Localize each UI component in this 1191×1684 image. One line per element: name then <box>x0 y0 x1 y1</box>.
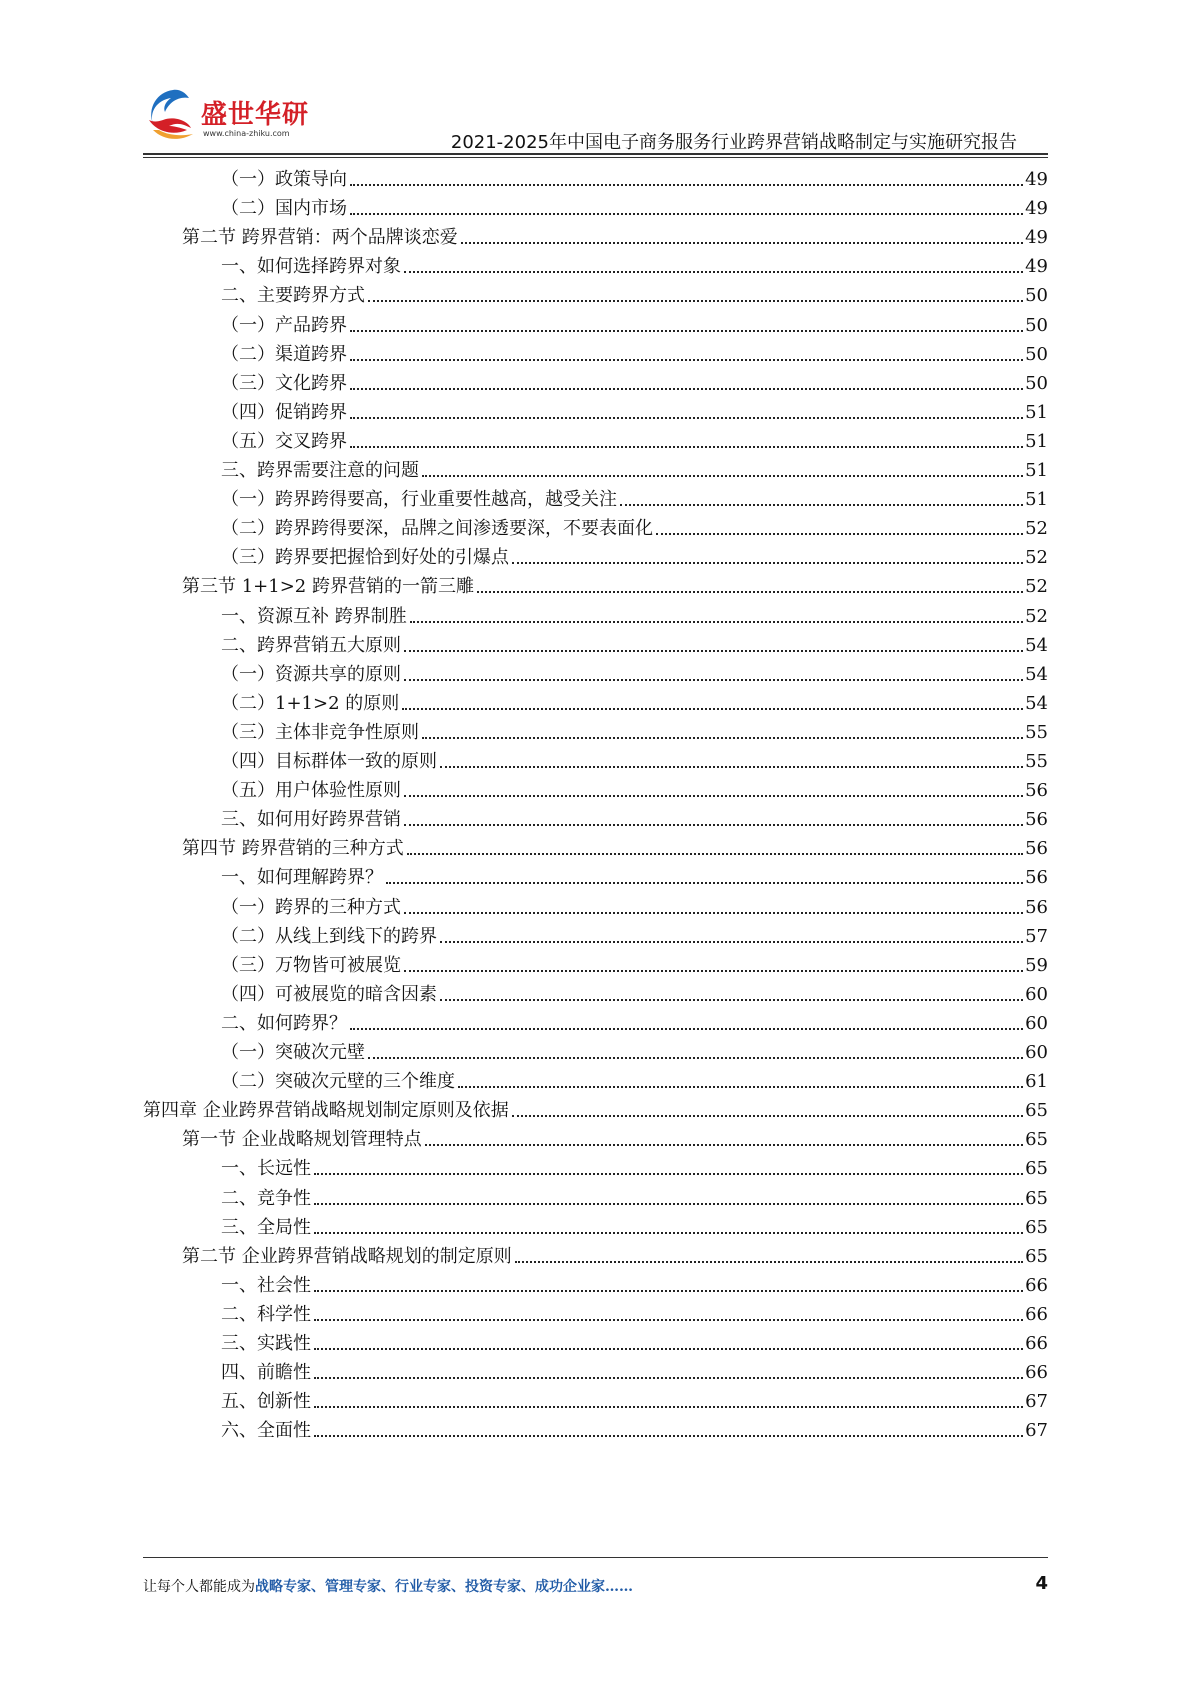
toc-entry[interactable] <box>221 423 1048 453</box>
toc-leader-dots <box>314 1348 1023 1350</box>
footer-slogan <box>143 1576 633 1596</box>
toc-entry-page: 50 <box>1025 285 1048 307</box>
toc-entry-label: （二）突破次元壁的三个维度 <box>221 1071 455 1093</box>
toc-entry-page: 52 <box>1025 547 1048 569</box>
toc-entry[interactable] <box>221 1354 1048 1384</box>
toc-entry[interactable] <box>221 714 1048 744</box>
toc-leader-dots <box>404 970 1023 972</box>
toc-entry[interactable] <box>221 394 1048 424</box>
toc-leader-dots <box>461 242 1023 244</box>
toc-leader-dots <box>404 271 1023 273</box>
toc-leader-dots <box>410 621 1023 623</box>
toc-entry-label: （一）产品跨界 <box>221 314 347 336</box>
toc-entry-label: 第四节 跨界营销的三种方式 <box>182 838 404 860</box>
toc-entry-label: 一、如何选择跨界对象 <box>221 256 401 278</box>
toc-leader-dots <box>440 766 1023 768</box>
toc-entry[interactable] <box>221 627 1048 657</box>
toc-entry-page: 50 <box>1025 372 1048 394</box>
toc-entry-label: 三、实践性 <box>221 1333 311 1354</box>
toc-leader-dots <box>407 853 1023 855</box>
toc-entry-label: 三、跨界需要注意的问题 <box>221 460 419 481</box>
toc-leader-dots <box>350 330 1023 332</box>
toc-entry[interactable] <box>221 190 1048 220</box>
toc-entry-label: （三）主体非竞争性原则 <box>221 721 419 743</box>
toc-entry[interactable] <box>221 889 1048 919</box>
toc-leader-dots <box>404 650 1023 652</box>
toc-entry-page: 60 <box>1025 983 1048 1005</box>
toc-entry[interactable] <box>221 1063 1048 1093</box>
toc-entry-page: 61 <box>1025 1071 1048 1093</box>
toc-entry[interactable] <box>221 1180 1048 1210</box>
toc-entry-page: 60 <box>1025 1042 1048 1063</box>
toc-entry-page: 51 <box>1025 489 1048 511</box>
toc-entry-page: 55 <box>1025 751 1048 772</box>
toc-entry-label: （一）跨界跨得要高，行业重要性越高，越受关注 <box>221 489 617 511</box>
toc-entry-label: （四）目标群体一致的原则 <box>221 751 437 772</box>
toc-entry-page: 49 <box>1025 169 1048 190</box>
toc-entry[interactable] <box>221 248 1048 278</box>
toc-leader-dots <box>314 1290 1023 1292</box>
toc-entry-page: 51 <box>1025 401 1048 423</box>
toc-entry-label: 二、跨界营销五大原则 <box>221 634 401 656</box>
toc-entry-label: （一）政策导向 <box>221 169 347 190</box>
toc-leader-dots <box>350 388 1023 390</box>
toc-entry[interactable] <box>221 336 1048 366</box>
toc-leader-dots <box>350 359 1023 361</box>
toc-entry-label: （五）交叉跨界 <box>221 430 347 452</box>
toc-entry[interactable] <box>221 772 1048 802</box>
header-divider-thin <box>143 157 1048 158</box>
toc-entry-page: 54 <box>1025 663 1048 685</box>
toc-entry-page: 49 <box>1025 198 1048 220</box>
toc-entry-label: （二）从线上到线下的跨界 <box>221 925 437 947</box>
toc-entry-label: 一、资源互补 跨界制胜 <box>221 605 407 627</box>
toc-entry[interactable] <box>182 830 1048 860</box>
toc-leader-dots <box>512 562 1023 564</box>
logo-title: 盛世华研 <box>201 100 310 130</box>
toc-leader-dots <box>350 446 1023 448</box>
toc-entry-page: 59 <box>1025 954 1048 976</box>
toc-leader-dots <box>477 591 1023 593</box>
toc-entry-label: （一）跨界的三种方式 <box>221 896 401 918</box>
toc-entry[interactable] <box>221 801 1048 831</box>
toc-entry[interactable] <box>221 277 1048 307</box>
toc-leader-dots <box>440 941 1023 943</box>
toc-entry[interactable] <box>221 452 1048 482</box>
toc-entry-label: 一、社会性 <box>221 1274 311 1296</box>
toc-entry[interactable] <box>221 598 1048 628</box>
toc-entry-page: 51 <box>1025 460 1048 481</box>
toc-entry[interactable] <box>221 510 1048 540</box>
footer-slogan-prefix: 让每个人都能成为 <box>143 1579 255 1595</box>
toc-entry-label: 一、长远性 <box>221 1158 311 1180</box>
toc-entry-page: 52 <box>1025 605 1048 627</box>
toc-entry-page: 65 <box>1025 1158 1048 1180</box>
toc-entry[interactable] <box>221 1325 1048 1355</box>
toc-leader-dots <box>422 475 1023 477</box>
toc-entry-page: 56 <box>1025 896 1048 918</box>
toc-entry-label: 三、如何用好跨界营销 <box>221 809 401 831</box>
toc-entry[interactable] <box>221 1383 1048 1413</box>
toc-entry[interactable] <box>221 161 1048 191</box>
toc-entry[interactable] <box>221 539 1048 569</box>
toc-entry-label: （三）文化跨界 <box>221 372 347 394</box>
toc-entry-label: 第四章 企业跨界营销战略规划制定原则及依据 <box>143 1100 509 1122</box>
toc-entry-label: （三）跨界要把握恰到好处的引爆点 <box>221 547 509 569</box>
toc-entry-page: 51 <box>1025 430 1048 452</box>
toc-leader-dots <box>422 737 1023 739</box>
toc-leader-dots <box>458 1086 1023 1088</box>
toc-entry-page: 66 <box>1025 1303 1048 1325</box>
toc-entry-label: （四）促销跨界 <box>221 401 347 423</box>
toc-entry[interactable] <box>182 1238 1048 1268</box>
toc-entry[interactable] <box>182 1121 1048 1151</box>
header-divider <box>143 153 1048 155</box>
toc-leader-dots <box>512 1115 1023 1117</box>
toc-entry-page: 67 <box>1025 1391 1048 1413</box>
toc-entry[interactable] <box>221 307 1048 337</box>
toc-entry-page: 65 <box>1025 1187 1048 1209</box>
toc-entry[interactable] <box>221 1150 1048 1180</box>
toc-entry-label: 第一节 企业战略规划管理特点 <box>182 1129 422 1151</box>
toc-leader-dots <box>314 1406 1023 1408</box>
toc-entry[interactable] <box>182 219 1048 249</box>
toc-entry-label: 三、全局性 <box>221 1216 311 1238</box>
toc-entry-label: （二）跨界跨得要深，品牌之间渗透要深，不要表面化 <box>221 518 653 540</box>
toc-leader-dots <box>314 1173 1023 1175</box>
toc-entry[interactable] <box>221 1209 1048 1239</box>
toc-entry[interactable] <box>221 976 1048 1006</box>
toc-leader-dots <box>350 213 1023 215</box>
toc-leader-dots <box>620 504 1023 506</box>
logo-emblem-icon <box>143 84 207 148</box>
toc-leader-dots <box>386 882 1023 884</box>
toc-entry-label: 六、全面性 <box>221 1420 311 1442</box>
toc-leader-dots <box>404 795 1023 797</box>
toc-entry[interactable] <box>221 1296 1048 1326</box>
toc-entry-page: 54 <box>1025 692 1048 714</box>
toc-entry[interactable] <box>143 1092 1048 1122</box>
logo-url: www.china-zhiku.com <box>203 129 290 138</box>
toc-entry-page: 65 <box>1025 1245 1048 1267</box>
toc-leader-dots <box>425 1144 1023 1146</box>
toc-leader-dots <box>368 1057 1023 1059</box>
toc-entry-label: 第三节 1+1>2 跨界营销的一箭三雕 <box>182 576 474 598</box>
toc-entry-page: 66 <box>1025 1362 1048 1384</box>
toc-leader-dots <box>368 300 1023 302</box>
toc-entry[interactable] <box>221 918 1048 948</box>
toc-entry[interactable] <box>221 685 1048 715</box>
toc-entry-label: 二、竞争性 <box>221 1187 311 1209</box>
toc-entry-page: 56 <box>1025 809 1048 831</box>
toc-entry-label: （二）1+1>2 的原则 <box>221 692 400 714</box>
toc-entry-label: 四、前瞻性 <box>221 1362 311 1384</box>
toc-entry[interactable] <box>221 1034 1048 1064</box>
toc-leader-dots <box>350 417 1023 419</box>
page-number: 4 <box>1035 1573 1048 1594</box>
toc-entry-page: 52 <box>1025 518 1048 540</box>
toc-leader-dots <box>515 1261 1023 1263</box>
toc-entry-label: （五）用户体验性原则 <box>221 780 401 802</box>
toc-entry[interactable] <box>221 743 1048 773</box>
toc-entry-page: 60 <box>1025 1012 1048 1034</box>
toc-entry[interactable] <box>182 568 1048 598</box>
toc-entry-page: 56 <box>1025 838 1048 860</box>
toc-entry-label: 二、科学性 <box>221 1303 311 1325</box>
toc-leader-dots <box>350 1028 1023 1030</box>
toc-entry[interactable] <box>221 656 1048 686</box>
toc-entry[interactable] <box>221 365 1048 395</box>
report-title: 2021-2025年中国电子商务服务行业跨界营销战略制定与实施研究报告 <box>450 132 1017 153</box>
toc-entry-page: 54 <box>1025 634 1048 656</box>
toc-entry[interactable] <box>221 1267 1048 1297</box>
toc-entry-page: 49 <box>1025 227 1048 249</box>
toc-entry-label: 二、如何跨界？ <box>221 1012 347 1034</box>
footer-slogan-emphasis: 战略专家、管理专家、行业专家、投资专家、成功企业家…… <box>255 1579 633 1595</box>
toc-entry-page: 49 <box>1025 256 1048 278</box>
toc-entry-page: 65 <box>1025 1100 1048 1122</box>
toc-entry-label: 第二节 跨界营销：两个品牌谈恋爱 <box>182 227 458 249</box>
toc-leader-dots <box>314 1377 1023 1379</box>
toc-leader-dots <box>656 533 1023 535</box>
toc-entry[interactable] <box>221 481 1048 511</box>
company-logo <box>143 84 318 148</box>
toc-entry-label: 第二节 企业跨界营销战略规划的制定原则 <box>182 1245 512 1267</box>
toc-entry-page: 50 <box>1025 343 1048 365</box>
toc-entry-label: 二、主要跨界方式 <box>221 285 365 307</box>
toc-leader-dots <box>350 184 1023 186</box>
toc-entry-page: 66 <box>1025 1333 1048 1354</box>
toc-entry-page: 66 <box>1025 1274 1048 1296</box>
toc-entry-label: （二）国内市场 <box>221 198 347 220</box>
toc-leader-dots <box>404 679 1023 681</box>
toc-entry-label: 五、创新性 <box>221 1391 311 1413</box>
toc-entry[interactable] <box>221 947 1048 977</box>
toc-entry-page: 56 <box>1025 867 1048 889</box>
toc-leader-dots <box>402 708 1023 710</box>
toc-entry[interactable] <box>221 859 1048 889</box>
footer-divider <box>143 1557 1048 1558</box>
toc-entry-label: 一、如何理解跨界？ <box>221 867 383 889</box>
toc-leader-dots <box>440 999 1023 1001</box>
toc-entry-page: 57 <box>1025 925 1048 947</box>
toc-entry-page: 56 <box>1025 780 1048 802</box>
toc-entry-page: 65 <box>1025 1129 1048 1151</box>
toc-leader-dots <box>314 1435 1023 1437</box>
toc-entry-label: （三）万物皆可被展览 <box>221 954 401 976</box>
toc-entry-page: 65 <box>1025 1216 1048 1238</box>
toc-entry-label: （一）资源共享的原则 <box>221 663 401 685</box>
toc-leader-dots <box>314 1203 1023 1205</box>
toc-entry-page: 50 <box>1025 314 1048 336</box>
toc-entry-label: （二）渠道跨界 <box>221 343 347 365</box>
toc-entry[interactable] <box>221 1005 1048 1035</box>
toc-leader-dots <box>314 1232 1023 1234</box>
toc-entry-label: （四）可被展览的暗含因素 <box>221 983 437 1005</box>
toc-entry-page: 67 <box>1025 1420 1048 1442</box>
toc-entry-page: 55 <box>1025 721 1048 743</box>
toc-leader-dots <box>314 1319 1023 1321</box>
toc-leader-dots <box>404 912 1023 914</box>
toc-entry[interactable] <box>221 1412 1048 1442</box>
toc-entry-label: （一）突破次元壁 <box>221 1042 365 1063</box>
toc-leader-dots <box>404 824 1023 826</box>
toc-entry-page: 52 <box>1025 576 1048 598</box>
